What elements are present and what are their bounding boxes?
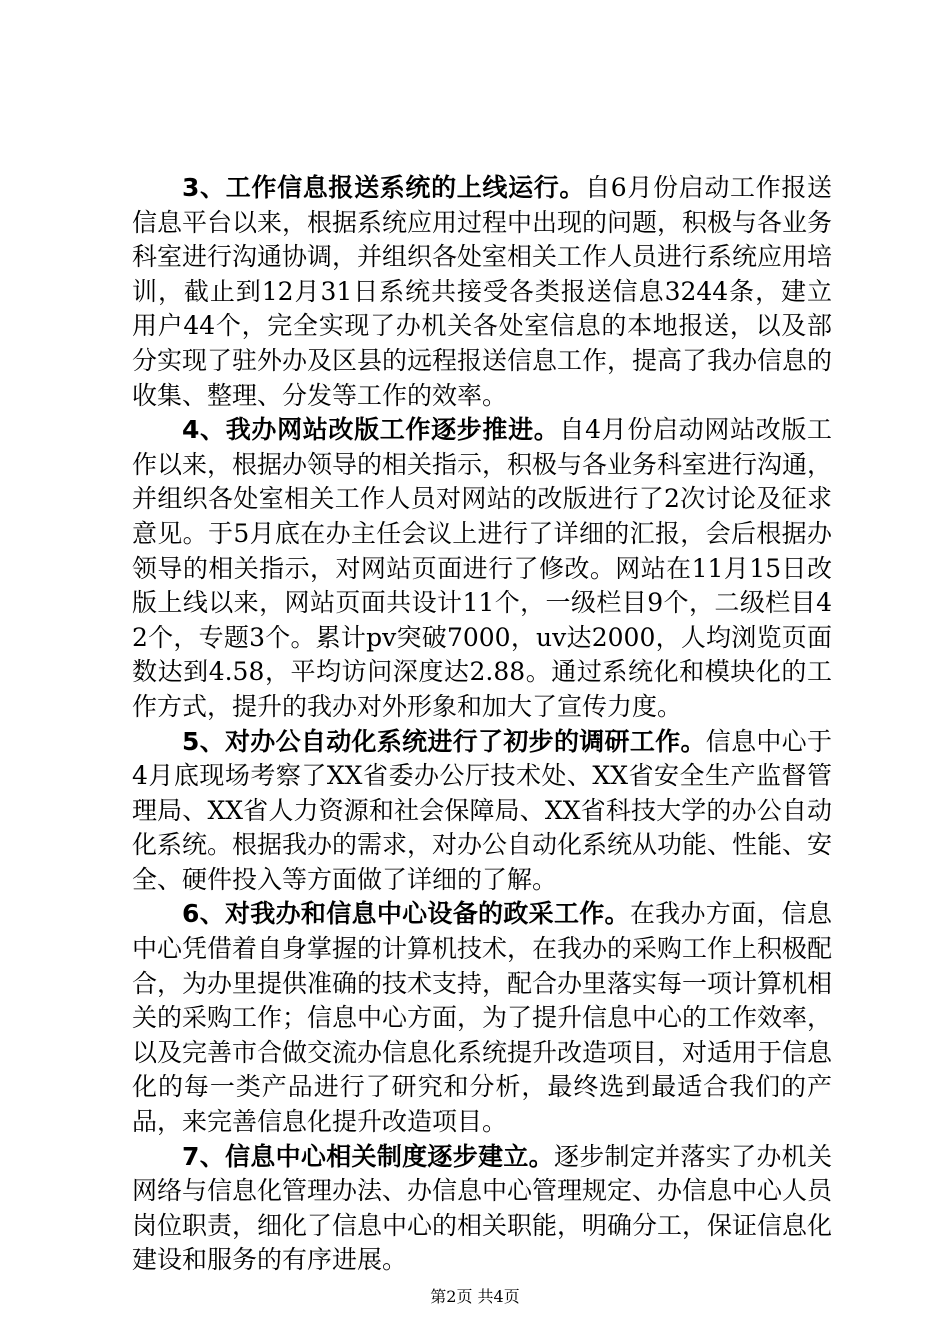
paragraph-item-7 xyxy=(132,1140,832,1278)
paragraph-text: 自4月份启动网站改版工作以来，根据办领导的相关指示，积极与各业务科室进行沟通，并组织各处室相关工作人员对网站的改版进行了2次讨论及征求意见。于5月底在办主任会议上进行了详细的汇报，会后根据办领导的相关指示，对网站页面进行了修改。网站在11月15日改版上线以来，网站页面共设计11个，一级栏目9个，二级栏目42个，专题3个。累计pv突破7000，uv达2000，人均浏览页面数达到4.58，平均访问深度达2.88。通过系统化和模块化的工作方式，提升的我办对外形象和加大了宣传力度。 xyxy=(132,415,833,721)
paragraph-heading: 7、信息中心相关制度逐步建立。 xyxy=(182,1141,554,1171)
paragraph-text: 逐步制定并落实了办机关网络与信息化管理办法、办信息中心管理规定、办信息中心人员岗位职责，细化了信息中心的相关职能，明确分工，保证信息化建设和服务的有序进展。 xyxy=(132,1141,833,1275)
paragraph-item-6 xyxy=(132,897,832,1139)
paragraph-item-4 xyxy=(132,413,832,724)
paragraph-text: 自6月份启动工作报送信息平台以来，根据系统应用过程中出现的问题，积极与各业务科室进行沟通协调，并组织各处室相关工作人员进行系统应用培训，截止到12月31日系统共接受各类报送信息3244条，建立用户44个，完全实现了办机关各处室信息的本地报送，以及部分实现了驻外办及区县的远程报送信息工作，提高了我办信息的收集、整理、分发等工作的效率。 xyxy=(132,173,833,410)
page-number-footer: 第2页 共4页 xyxy=(430,1287,520,1306)
paragraph-item-5 xyxy=(132,725,832,898)
paragraph-heading: 6、对我办和信息中心设备的政采工作。 xyxy=(182,899,630,929)
paragraph-text: 信息中心于4月底现场考察了XX省委办公厅技术处、XX省安全生产监督管理局、XX省人力资源和社会保障局、XX省科技大学的办公自动化系统。根据我办的需求，对办公自动化系统从功能、性能、安全、硬件投入等方面做了详细的了解。 xyxy=(132,726,833,894)
paragraph-heading: 3、工作信息报送系统的上线运行。 xyxy=(182,173,586,202)
paragraph-text: 在我办方面，信息中心凭借着自身掌握的计算机技术，在我办的采购工作上积极配合，为办里提供准确的技术支持，配合办里落实每一项计算机相关的采购工作；信息中心方面，为了提升信息中心的工作效率，以及完善市合做交流办信息化系统提升改造项目，对适用于信息化的每一类产品进行了研究和分析，最终选到最适合我们的产品，来完善信息化提升改造项目。 xyxy=(132,899,833,1137)
paragraph-item-3 xyxy=(132,171,832,413)
document-body xyxy=(132,171,832,1278)
paragraph-heading: 5、对办公自动化系统进行了初步的调研工作。 xyxy=(182,726,706,756)
paragraph-heading: 4、我办网站改版工作逐步推进。 xyxy=(182,415,560,445)
